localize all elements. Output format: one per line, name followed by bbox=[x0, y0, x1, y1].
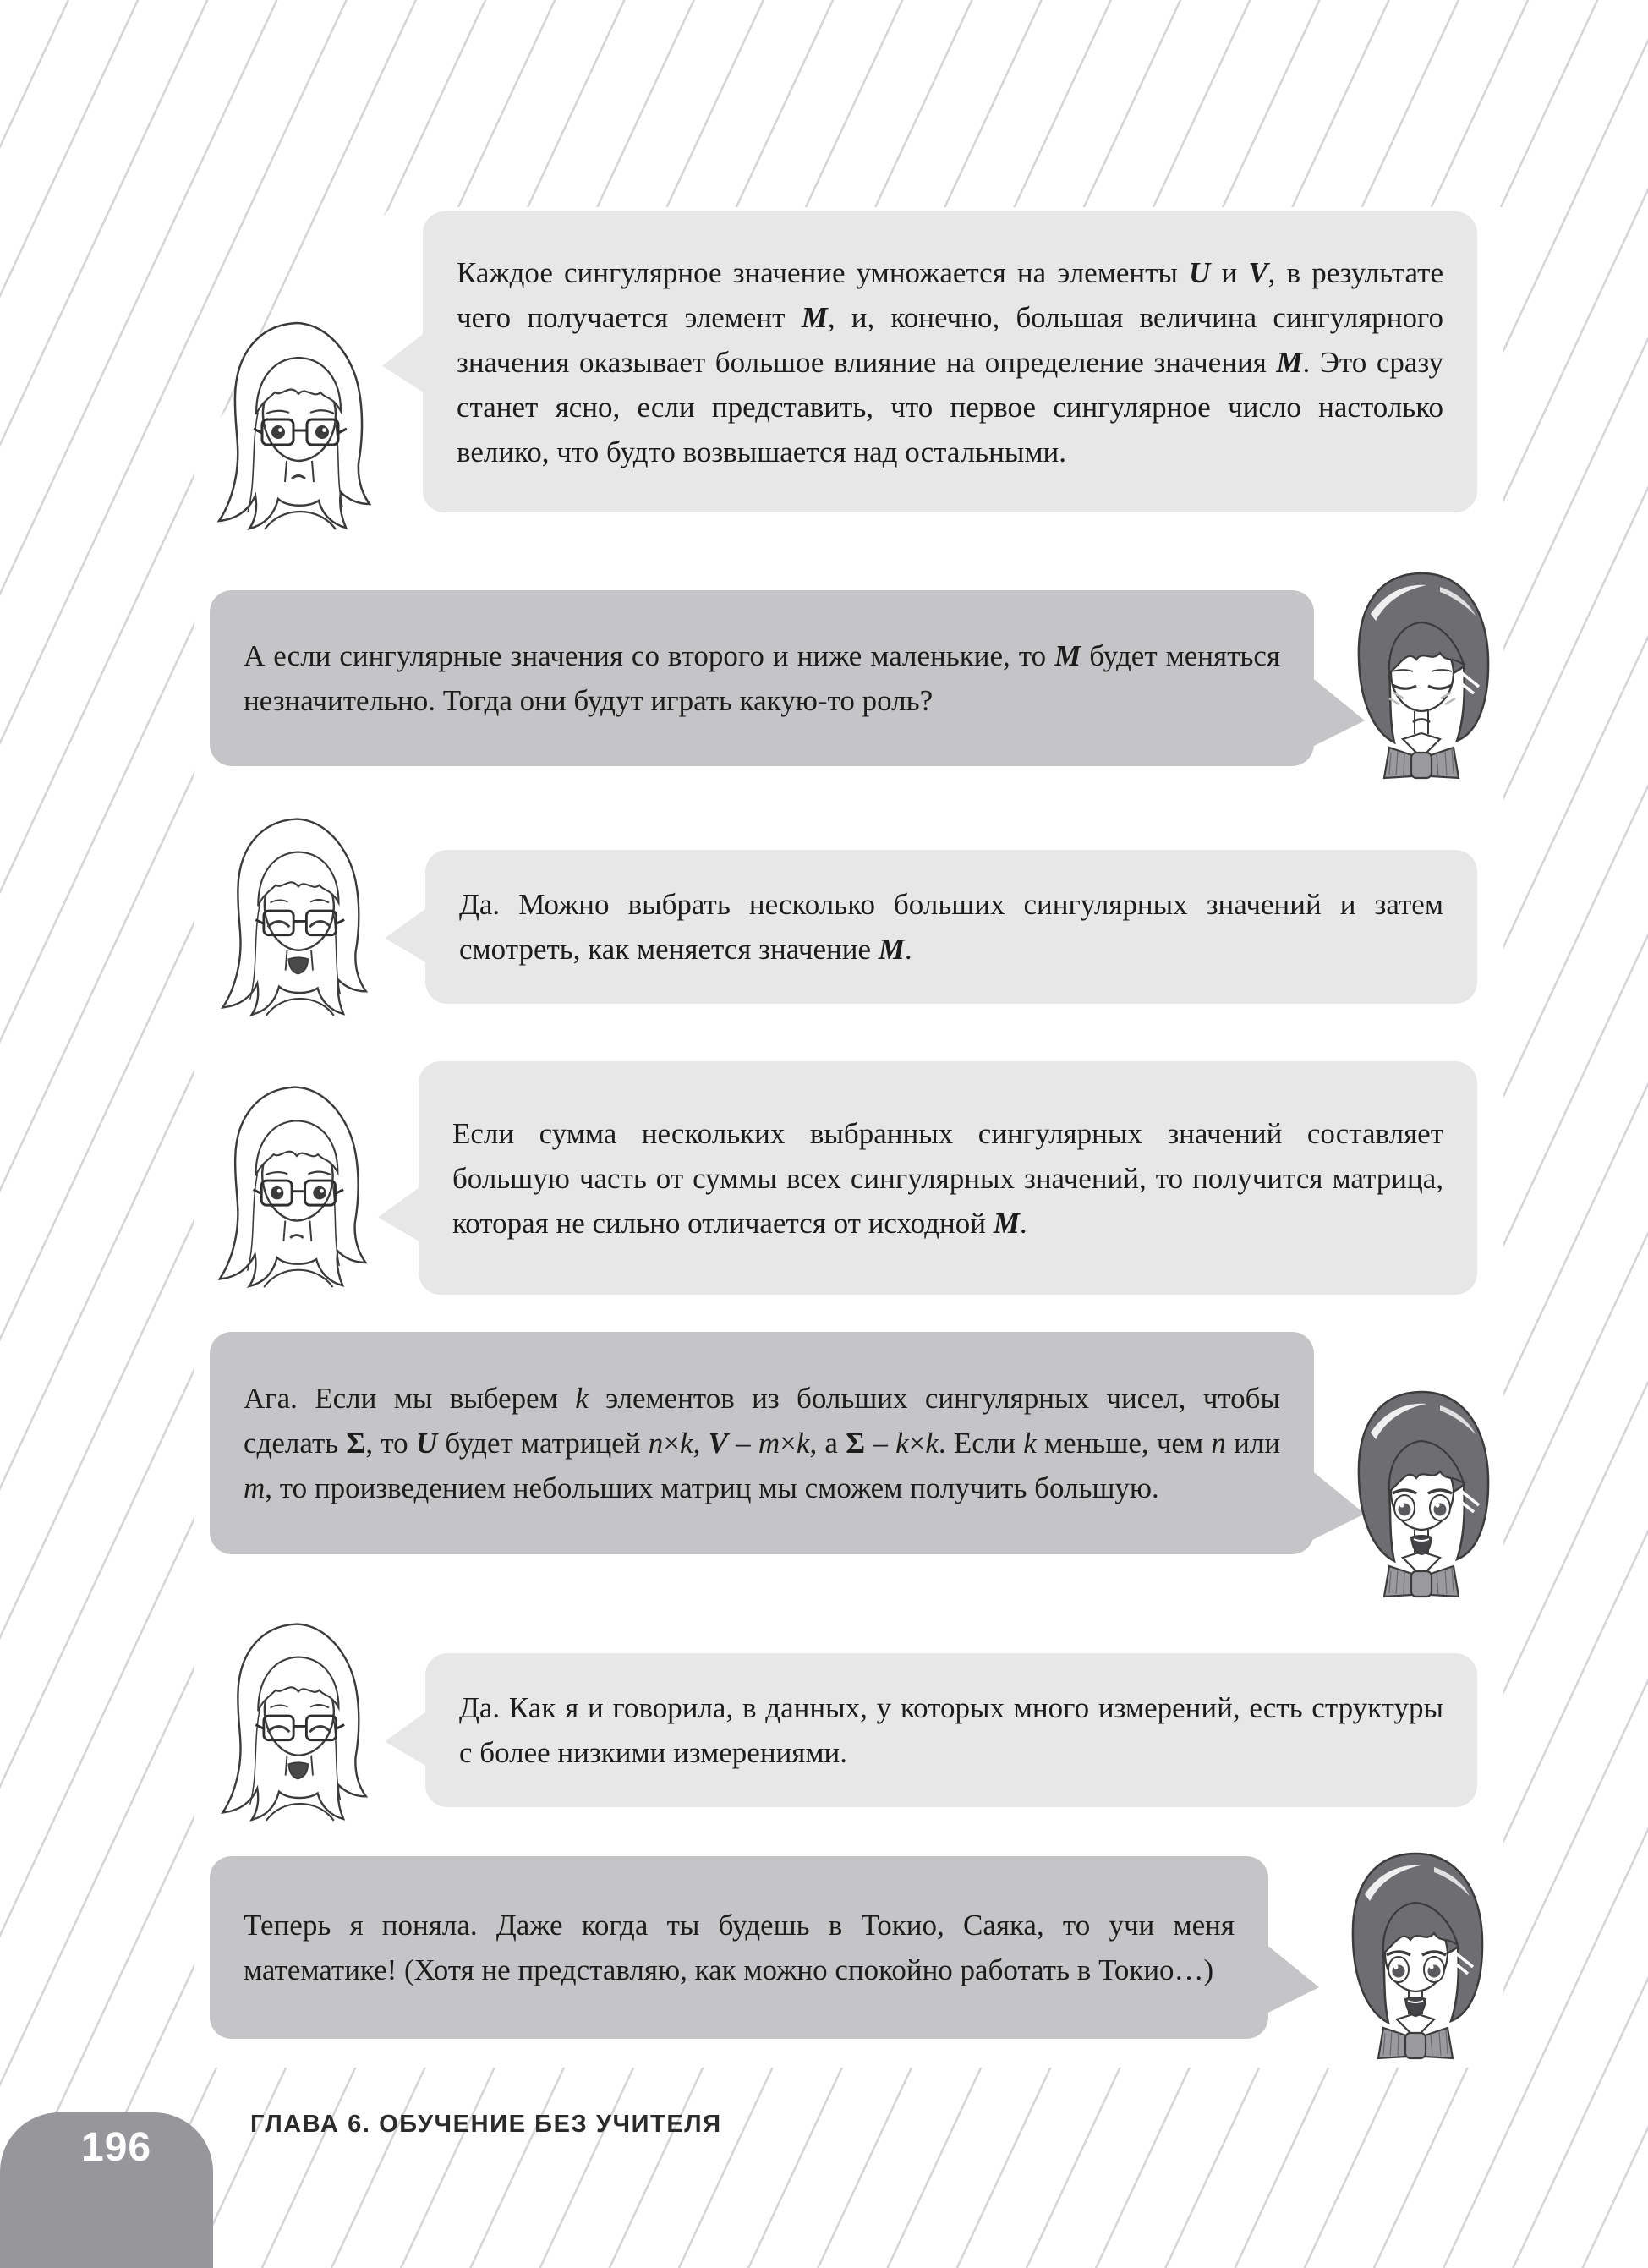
avatar-bob-girl-eyes-closed bbox=[1340, 565, 1501, 789]
avatar-bob-girl-excited bbox=[1340, 1383, 1501, 1608]
page-number: 196 bbox=[81, 2125, 152, 2170]
avatar-glasses-girl-worried bbox=[207, 311, 385, 531]
speech-bubble bbox=[210, 1856, 1268, 2039]
speech-bubble bbox=[425, 1653, 1477, 1807]
bubble-text: Каждое сингулярное значение умножается на элементы U и V, в результате чего получается элемент M, и, конечно, большая величина сингулярного значения оказывает большое влияние на определение значения M. Это сразу станет ясно, если представить, что первое сингулярное число настолько велико, что будто возвышается над остальными. bbox=[457, 255, 1443, 468]
bubble-text: Если сумма нескольких выбранных сингулярных значений составляет большую часть от суммы всех сингулярных значений, то получится матрица, которая не сильно отличается от исходной M. bbox=[452, 1116, 1443, 1240]
speech-bubble bbox=[210, 1332, 1314, 1554]
avatar-glasses-girl-worried bbox=[205, 1076, 383, 1289]
speech-bubble bbox=[425, 850, 1477, 1004]
speech-bubble bbox=[419, 1061, 1477, 1295]
page-number-badge bbox=[0, 2112, 213, 2268]
speech-bubble bbox=[210, 590, 1314, 766]
bubble-text: Да. Как я и говорила, в данных, у которых много измерений, есть структуры с более низкими измерениями. bbox=[459, 1691, 1443, 1769]
bubble-text: Теперь я поняла. Даже когда ты будешь в Токио, Саяка, то учи меня математике! (Хотя не представляю, как можно спокойно работать в Токио…) bbox=[244, 1909, 1235, 1986]
bubble-text: А если сингулярные значения со второго и ниже маленькие, то M будет меняться незначительно. Тогда они будут играть какую-то роль? bbox=[244, 639, 1281, 717]
bubble-text: Ага. Если мы выберем k элементов из больших сингулярных чисел, чтобы сделать Σ, то U будет матрицей n×k, V – m×k, а Σ – k×k. Если k меньше, чем n или m, то произведением небольших матриц мы сможем получить большую. bbox=[244, 1382, 1281, 1504]
bubble-text: Да. Можно выбрать несколько больших сингулярных значений и затем смотреть, как меняется значение M. bbox=[459, 888, 1443, 966]
avatar-glasses-girl-laughing bbox=[211, 803, 381, 1022]
avatar-bob-girl-excited bbox=[1334, 1845, 1495, 2069]
speech-bubble bbox=[423, 211, 1477, 512]
chapter-title: ГЛАВА 6. ОБУЧЕНИЕ БЕЗ УЧИТЕЛЯ bbox=[250, 2111, 722, 2138]
avatar-glasses-girl-laughing bbox=[211, 1608, 381, 1827]
